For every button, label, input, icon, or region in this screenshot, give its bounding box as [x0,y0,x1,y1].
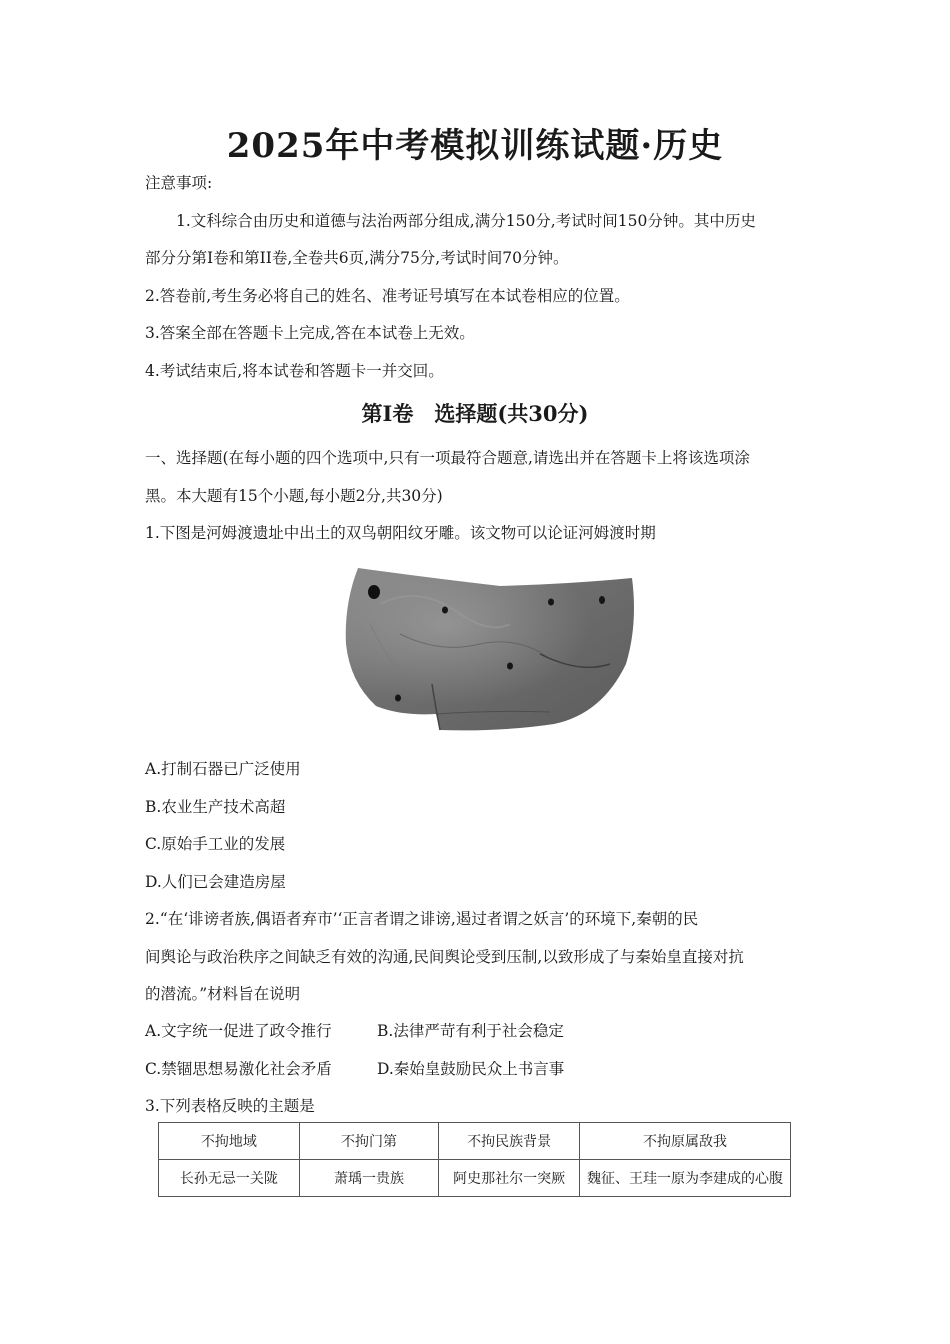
table-cell: 萧瑀一贵族 [299,1160,438,1197]
table-header-cell: 不拘民族背景 [439,1123,580,1160]
table-header-row [159,1123,791,1160]
table-header-cell: 不拘原属敌我 [580,1123,791,1160]
section-title: 第Ⅰ卷 选择题(共30分) [361,401,589,426]
table-cell: 阿史那社尔一突厥 [439,1160,580,1197]
q3-stem: 3.下列表格反映的主题是 [145,1097,315,1115]
table-cell: 魏征、王珪一原为李建成的心腹 [580,1160,791,1197]
q2-stem-line-1: 2.“在‘诽谤者族,偶语者弃市’‘正言者谓之诽谤,遏过者谓之妖言’的环境下,秦朝的民 [145,910,699,928]
q1-option-c: C.原始手工业的发展 [145,835,286,853]
table-header-cell: 不拘地域 [159,1123,300,1160]
notice-item-1-line-1: 1.文科综合由历史和道德与法治两部分组成,满分150分,考试时间150分钟。其中历史 [176,212,756,230]
table-header-cell: 不拘门第 [299,1123,438,1160]
table-row [159,1160,791,1197]
section-intro-line-2: 黑。本大题有15个小题,每小题2分,共30分) [145,487,443,505]
q1-stem: 1.下图是河姆渡遗址中出土的双鸟朝阳纹牙雕。该文物可以论证河姆渡时期 [145,524,656,542]
notice-heading: 注意事项: [145,174,213,192]
q1-option-b: B.农业生产技术高超 [145,798,286,816]
q2-option-d: D.秦始皇鼓励民众上书言事 [377,1060,565,1078]
notice-item-2: 2.答卷前,考生务必将自己的姓名、准考证号填写在本试卷相应的位置。 [145,287,630,305]
q1-option-a: A.打制石器已广泛使用 [145,760,301,778]
section-intro-line-1: 一、选择题(在每小题的四个选项中,只有一项最符合题意,请选出并在答题卡上将该选项涂 [145,449,750,467]
q2-stem-line-3: 的潜流。”材料旨在说明 [145,985,301,1003]
notice-item-1-line-2: 部分分第Ⅰ卷和第II卷,全卷共6页,满分75分,考试时间70分钟。 [145,249,569,267]
notice-item-3: 3.答案全部在答题卡上完成,答在本试卷上无效。 [145,324,475,342]
ivory-carving-image [340,564,640,736]
q3-table [158,1122,791,1197]
q2-options-row-2 [145,1058,565,1080]
q2-stem-line-2: 间舆论与政治秩序之间缺乏有效的沟通,民间舆论受到压制,以致形成了与秦始皇直接对抗 [145,948,744,966]
q1-option-d: D.人们已会建造房屋 [145,873,286,891]
notice-item-4: 4.考试结束后,将本试卷和答题卡一并交回。 [145,362,444,380]
q2-option-b: B.法律严苛有利于社会稳定 [377,1022,564,1040]
exam-title: 2025年中考模拟训练试题·历史 [226,126,724,166]
q2-options-row-1 [145,1020,564,1042]
table-cell: 长孙无忌一关陇 [159,1160,300,1197]
q2-option-c: C.禁锢思想易激化社会矛盾 [145,1060,332,1078]
q2-option-a: A.文字统一促进了政令推行 [145,1022,332,1040]
